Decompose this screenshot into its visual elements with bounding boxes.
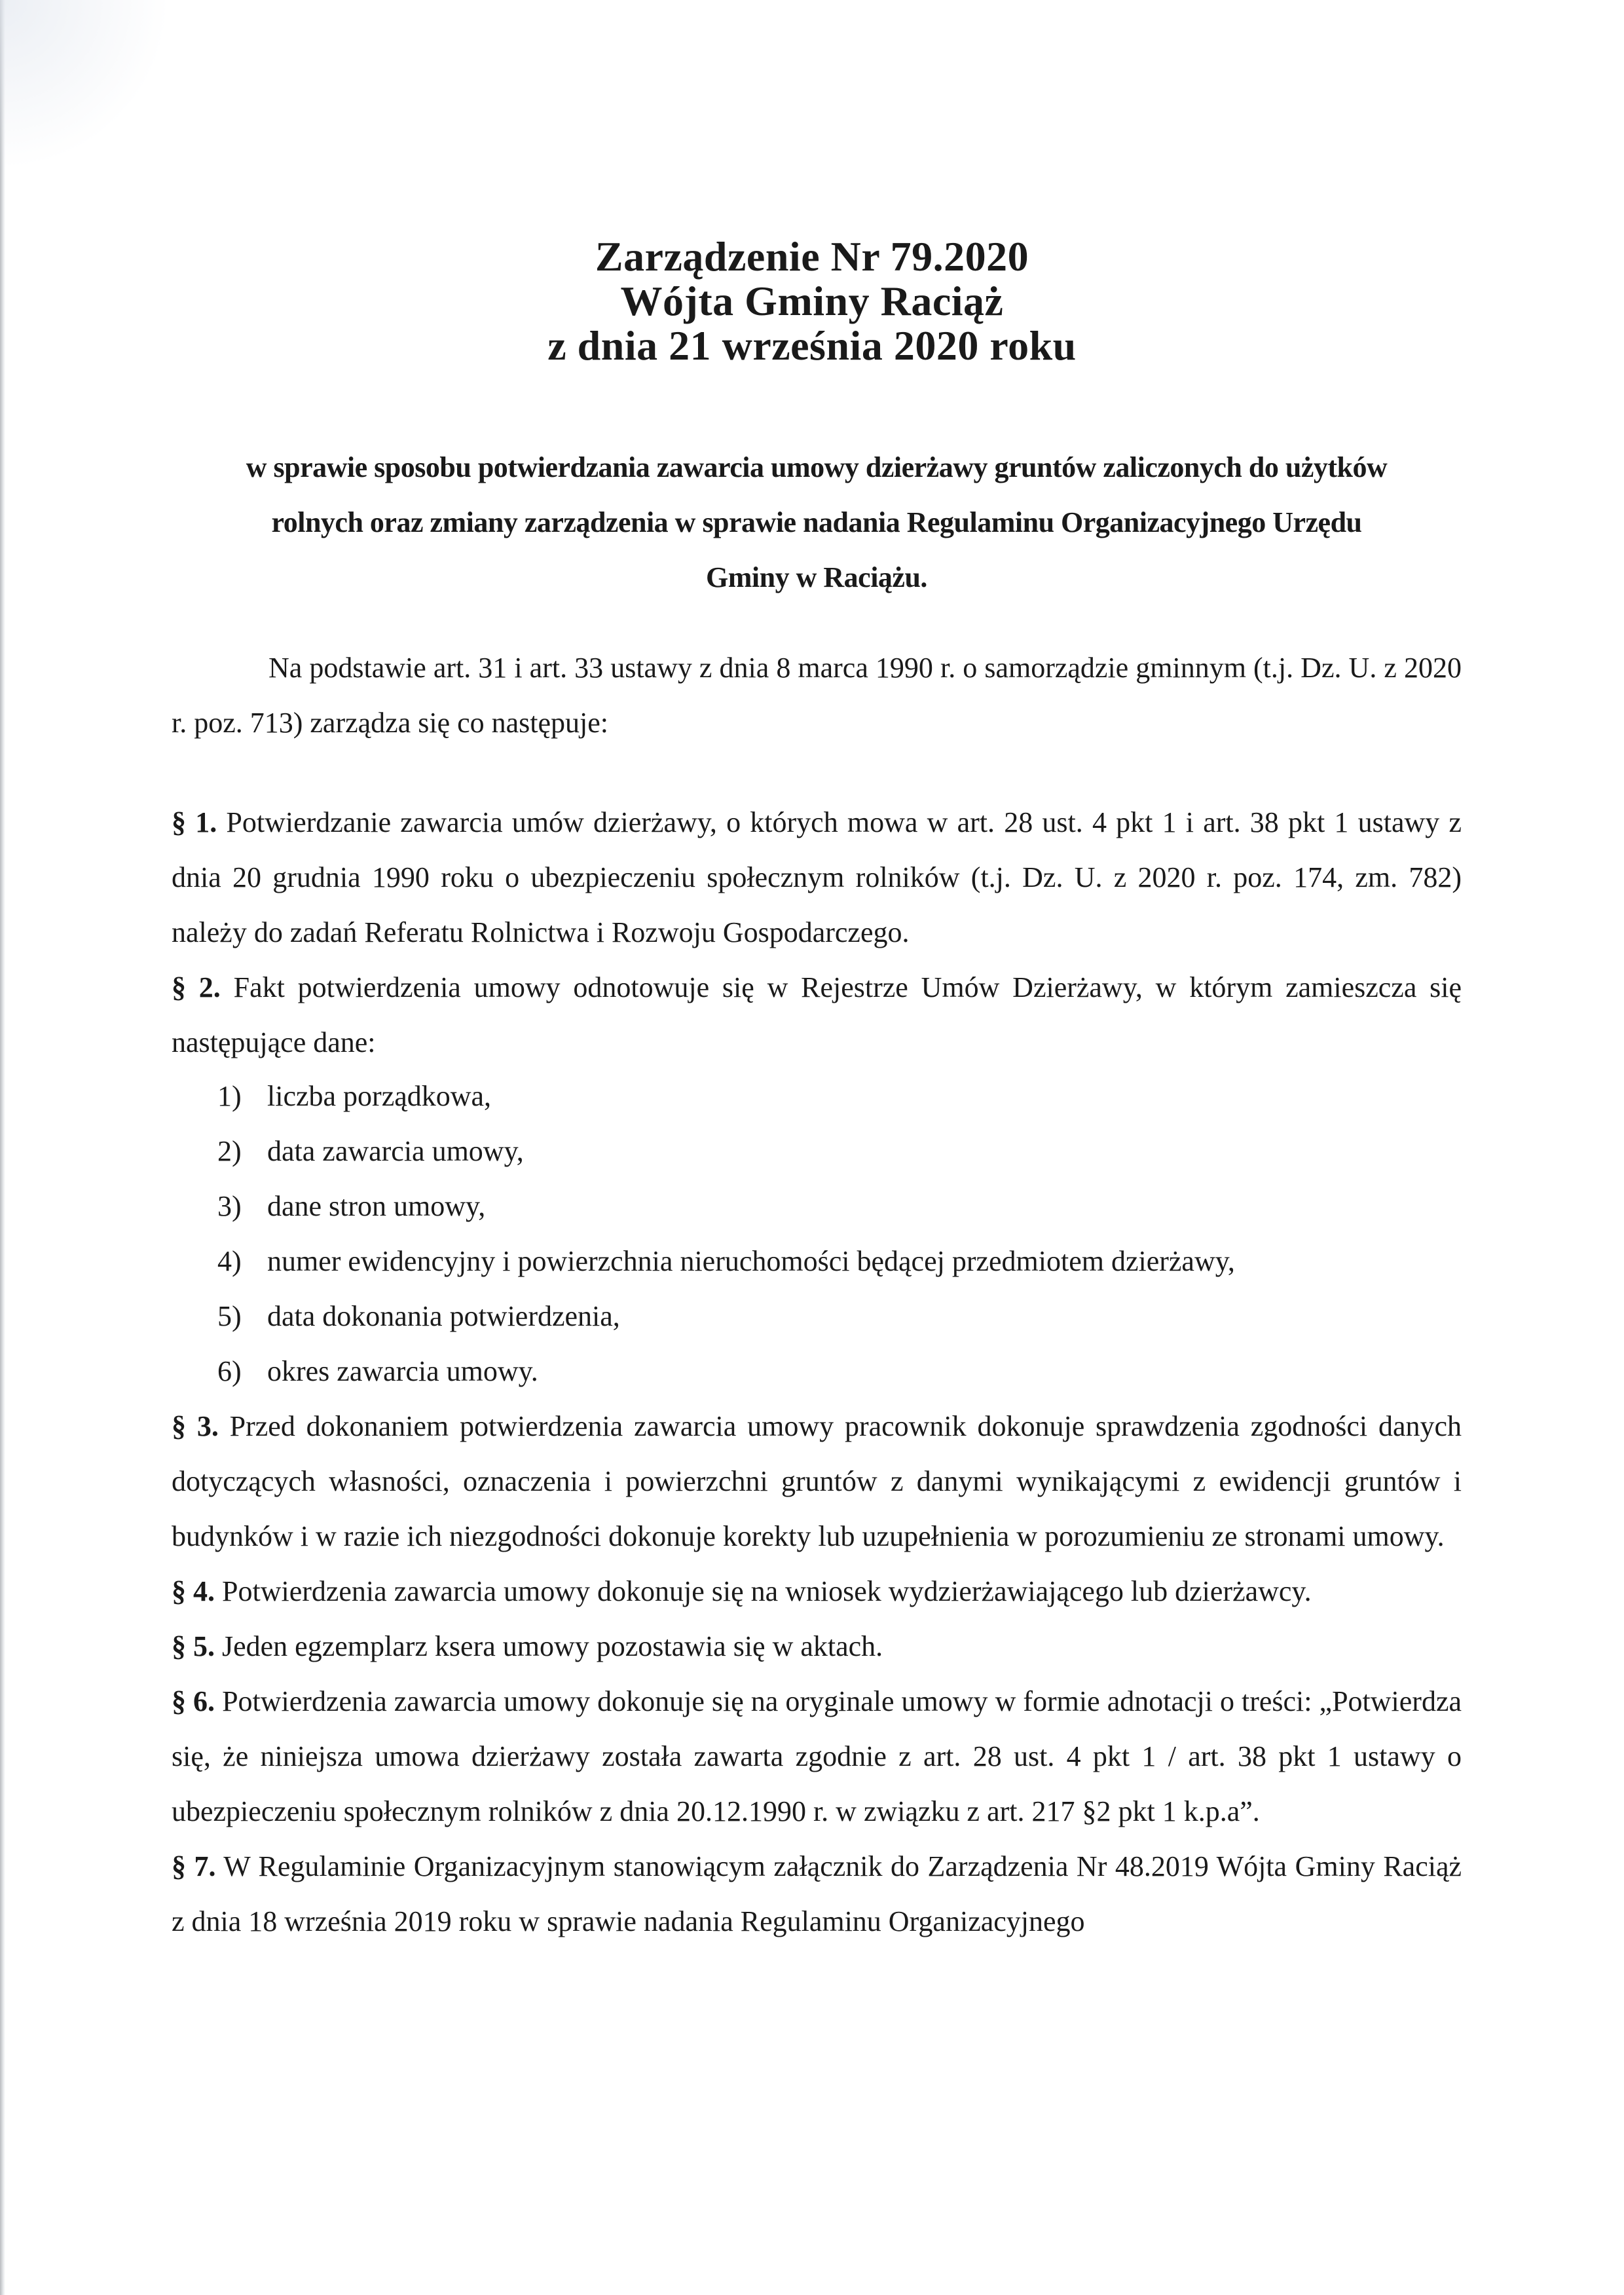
section-4-label: § 4. [172,1575,215,1607]
list-item-text: dane stron umowy, [267,1190,486,1222]
section-3-label: § 3. [172,1410,219,1442]
section-4 [172,1564,1462,1619]
sections-block-1 [172,795,1462,1070]
list-item-number: 1) [217,1080,242,1112]
section-2 [172,960,1462,1070]
section-3-text: Przed dokonaniem potwierdzenia zawarcia umowy pracownik dokonuje sprawdzenia zgodności danych dotyczących własności, oznaczenia i powierzchni gruntów z danymi wynikającymi z ewidencji gruntów i budynków i w razie ich niezgodności dokonuje korekty lub uzupełnienia w porozumieniu ze stronami umowy. [172,1410,1462,1552]
section-2-text: Fakt potwierdzenia umowy odnotowuje się w Rejestrze Umów Dzierżawy, w którym zamieszcza się następujące dane: [172,971,1462,1058]
list-item-text: numer ewidencyjny i powierzchnia nieruchomości będącej przedmiotem dzierżawy, [267,1245,1235,1277]
subject-line-1: w sprawie sposobu potwierdzania zawarcia umowy dzierżawy gruntów zaliczonych do użytków [246,451,1388,483]
section-6 [172,1674,1462,1839]
section-6-label: § 6. [172,1685,215,1717]
section-2-label: § 2. [172,971,221,1003]
list-item-number: 6) [217,1355,242,1387]
register-data-list [217,1069,1235,1399]
section-7-label: § 7. [172,1850,216,1882]
section-7 [172,1839,1462,1949]
subject-line-3: Gminy w Raciążu. [706,561,927,593]
document-title [0,234,1624,368]
section-4-text: Potwierdzenia zawarcia umowy dokonuje się na wniosek wydzierżawiającego lub dzierżawcy. [222,1575,1312,1607]
section-5-text: Jeden egzemplarz ksera umowy pozostawia się w aktach. [222,1630,883,1662]
list-item-text: liczba porządkowa, [267,1080,492,1112]
list-item-text: data zawarcia umowy, [267,1135,524,1167]
list-item-number: 4) [217,1245,242,1277]
sections-block-2 [172,1399,1462,1949]
list-item-text: data dokonania potwierdzenia, [267,1300,620,1332]
section-7-text: W Regulaminie Organizacyjnym stanowiącym załącznik do Zarządzenia Nr 48.2019 Wójta Gminy Raciąż z dnia 18 września 2019 roku w sprawie nadania Regulaminu Organizacyjnego [172,1850,1462,1937]
document-subject [172,440,1462,605]
section-5-label: § 5. [172,1630,215,1662]
list-item-number: 2) [217,1135,242,1167]
section-1-text: Potwierdzanie zawarcia umów dzierżawy, o których mowa w art. 28 ust. 4 pkt 1 i art. 38 pkt 1 ustawy z dnia 20 grudnia 1990 roku o ubezpieczeniu społecznym rolników (t.j. Dz. U. z 2020 r. poz. 174, zm. 782) należy do zadań Referatu Rolnictwa i Rozwoju Gospodarczego. [172,806,1462,948]
list-item-number: 3) [217,1190,242,1222]
list-item-text: okres zawarcia umowy. [267,1355,538,1387]
list-item [217,1069,1235,1124]
legal-basis-paragraph: Na podstawie art. 31 i art. 33 ustawy z dnia 8 marca 1990 r. o samorządzie gminnym (t.j. Dz. U. z 2020 r. poz. 713) zarządza się co następuje: [172,652,1462,739]
section-6-text: Potwierdzenia zawarcia umowy dokonuje się na oryginale umowy w formie adnotacji o treści: „Potwierdza się, że niniejsza umowa dzierżawy została zawarta zgodnie z art. 28 ust. 4 pkt 1 / art. 38 pkt 1 ustawy o ubezpieczeniu społecznym rolników z dnia 20.12.1990 r. w związku z art. 217 §2 pkt 1 k.p.a”. [172,1685,1462,1827]
list-item-number: 5) [217,1300,242,1332]
list-item [217,1124,1235,1179]
list-item [217,1179,1235,1234]
section-1 [172,795,1462,960]
section-3 [172,1399,1462,1564]
subject-line-2: rolnych oraz zmiany zarządzenia w sprawie nadania Regulaminu Organizacyjnego Urzędu [271,506,1362,538]
title-line-ordinance-number: Zarządzenie Nr 79.2020 [595,233,1029,280]
title-line-date: z dnia 21 września 2020 roku [547,322,1077,369]
section-1-label: § 1. [172,806,217,838]
list-item [217,1234,1235,1289]
list-item [217,1289,1235,1344]
title-line-issuer: Wójta Gminy Raciąż [620,278,1004,324]
list-item [217,1344,1235,1399]
section-5 [172,1619,1462,1674]
